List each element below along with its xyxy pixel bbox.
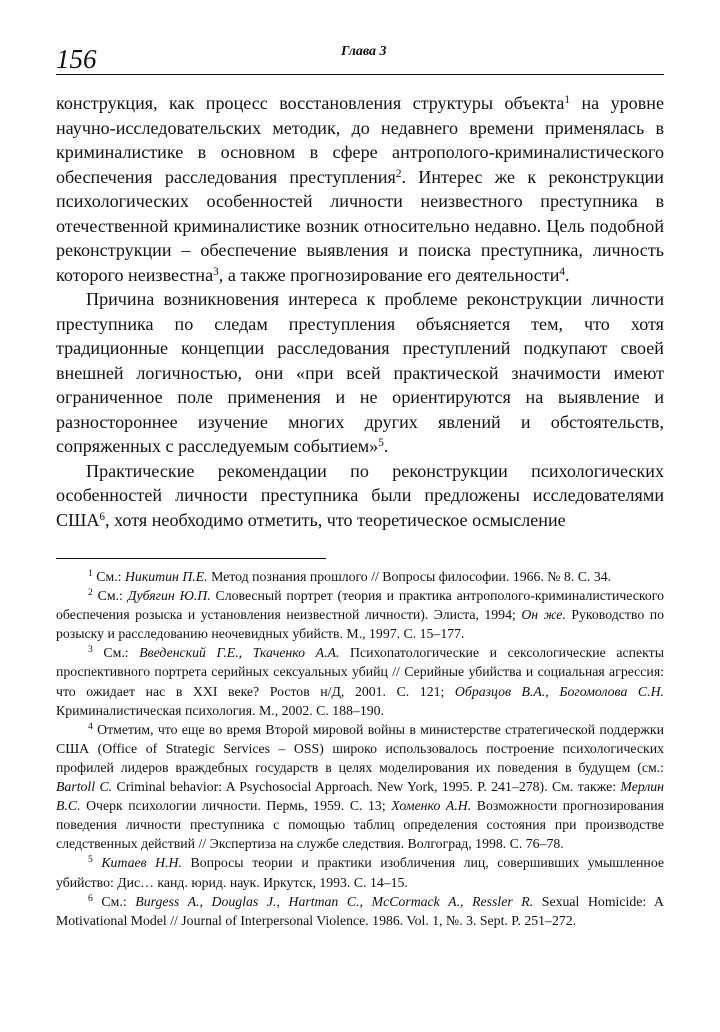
- body-paragraph: [56, 287, 664, 459]
- text-run: См.:: [92, 588, 128, 604]
- cited-author: Burgess A., Douglas J., Hartman C., McCormack A., Ressler R.: [135, 893, 534, 909]
- text-run: Метод познания прошлого // Вопросы философии. 1966. № 8. С. 34.: [207, 569, 612, 584]
- cited-author: Мерлин В.С.: [56, 779, 664, 814]
- footnote: [56, 586, 664, 643]
- cited-author: Хоменко А.Н.: [391, 798, 472, 814]
- text-run: , а также прогнозирование его деятельности: [218, 264, 560, 285]
- chapter-title: Глава 3: [341, 44, 387, 59]
- footnote-reference: 6: [99, 510, 105, 523]
- text-run: на уровне научно-исследовательских методик, до недавнего времени применялась в криминалистике в основном в сфере антрополого-криминалистического обеспечения расследования преступления: [56, 93, 664, 187]
- text-run: Словесный портрет (теория и практика антрополого-криминалистического обеспечения розыска и установления неизвестной личности). Элиста, 1994;: [56, 588, 664, 623]
- cited-author: Он же.: [521, 607, 566, 623]
- text-run: Criminal behavior: A Psychosocial Approach. New York, 1995. P. 241–278). См. также:: [112, 779, 621, 795]
- footnote: [56, 853, 664, 891]
- text-run: Руководство по розыску и расследованию неочевидных убийств. М., 1997. С. 15–177.: [56, 607, 664, 642]
- text-run: Отметим, что еще во время Второй мировой войны в министерстве стратегической поддержки США (Office of Strategic Services – OSS) широко использовалось построение психологических профилей лидеров враждебных государств в целях моделирования их поведения в будущем (см.:: [56, 721, 664, 775]
- footnote-reference: 5: [378, 436, 384, 449]
- text-run: Практические рекомендации по реконструкции психологических особенностей личности преступника были предложены исследователями США: [56, 460, 664, 530]
- text-run: См.:: [92, 893, 136, 909]
- footnote-number: 6: [88, 892, 93, 904]
- text-run: Причина возникновения интереса к проблеме реконструкции личности преступника по следам преступления объясняется тем, что хотя традиционные концепции расследования преступлений подкупают своей внешней логичностью, они «при всей практической значимости имеют ограниченное поле применения и не ориентируются на выявление и разностороннее изучение многих других явлений и обстоятельств, сопряженных с расследуемым событием»: [56, 289, 664, 456]
- footnote-number: 5: [88, 854, 93, 866]
- footnote-number: 2: [88, 587, 93, 599]
- cited-author: Bartoll C.: [56, 779, 113, 795]
- text-run: Sexual Homicide: A Motivational Model // Journal of Interpersonal Violence. 1986. Vol. 1, №. 3. Sept. P. 251–272.: [56, 893, 665, 928]
- book-page: [56, 42, 664, 930]
- running-head: [56, 42, 664, 75]
- text-run: См.:: [92, 645, 140, 661]
- text-run: Возможности прогнозирования поведения личности преступника с помощью таблиц определения состояния при производстве следственных действий // Экспертиза на службе следствия. Волгоград, 1998. С. 76–78.: [56, 798, 664, 852]
- cited-author: Образцов В.А., Богомолова С.Н.: [454, 683, 664, 699]
- footnote: [56, 892, 664, 930]
- main-text: [56, 91, 664, 532]
- cited-author: Никитин П.Е.: [124, 569, 208, 584]
- body-paragraph: [56, 91, 664, 287]
- footnotes-section: [56, 567, 664, 930]
- footnote-reference: 3: [213, 265, 219, 278]
- footnote: [56, 720, 664, 854]
- text-run: Очерк психологии личности. Пермь, 1959. С. 13;: [80, 798, 392, 814]
- page-number: 156: [56, 44, 97, 74]
- footnote-reference: 2: [395, 167, 402, 180]
- body-paragraph: [56, 459, 664, 533]
- cited-author: Дубягин Ю.П.: [127, 588, 211, 604]
- text-run: Криминалистическая психология. М., 2002. С. 188–190.: [56, 702, 384, 718]
- text-run: .: [383, 436, 389, 456]
- footnote-number: 4: [88, 720, 93, 732]
- text-run: конструкция, как процесс восстановления структуры объекта: [56, 93, 565, 113]
- text-run: .: [565, 264, 570, 285]
- text-run: Психопатологические и сексологические аспекты проспективного портрета серийных сексуальных убийц // Серийные убийства и социальная агрессия: что ожидает нас в XXI веке? Ростов н/Д, 2001. С. 121;: [56, 645, 664, 699]
- text-run: См.:: [92, 569, 125, 584]
- text-run: . Интерес же к реконструкции психологических особенностей личности неизвестного преступника в отечественной криминалистике возник относительно недавно. Цель подобной реконструкции – обеспечение выявления и поиска преступника, личность которого неизвестна: [56, 166, 664, 285]
- cited-author: Введенский Г.Е., Ткаченко А.А.: [139, 645, 340, 661]
- footnote: [56, 643, 664, 719]
- footnote-number: 3: [88, 644, 93, 656]
- footnote-number: 1: [88, 568, 93, 580]
- cited-author: Китаев Н.Н.: [101, 855, 182, 871]
- footnote-separator: [56, 558, 326, 559]
- text-run: , хотя необходимо отметить, что теоретическое осмысление: [105, 509, 566, 530]
- text-run: Вопросы теории и практики изобличения лиц, совершивших умышленное убийство: Дис… канд. юрид. наук. Иркутск, 1993. С. 14–15.: [56, 855, 665, 890]
- footnote: [56, 567, 664, 586]
- footnote-reference: 1: [564, 93, 571, 106]
- footnote-reference: 4: [559, 265, 566, 278]
